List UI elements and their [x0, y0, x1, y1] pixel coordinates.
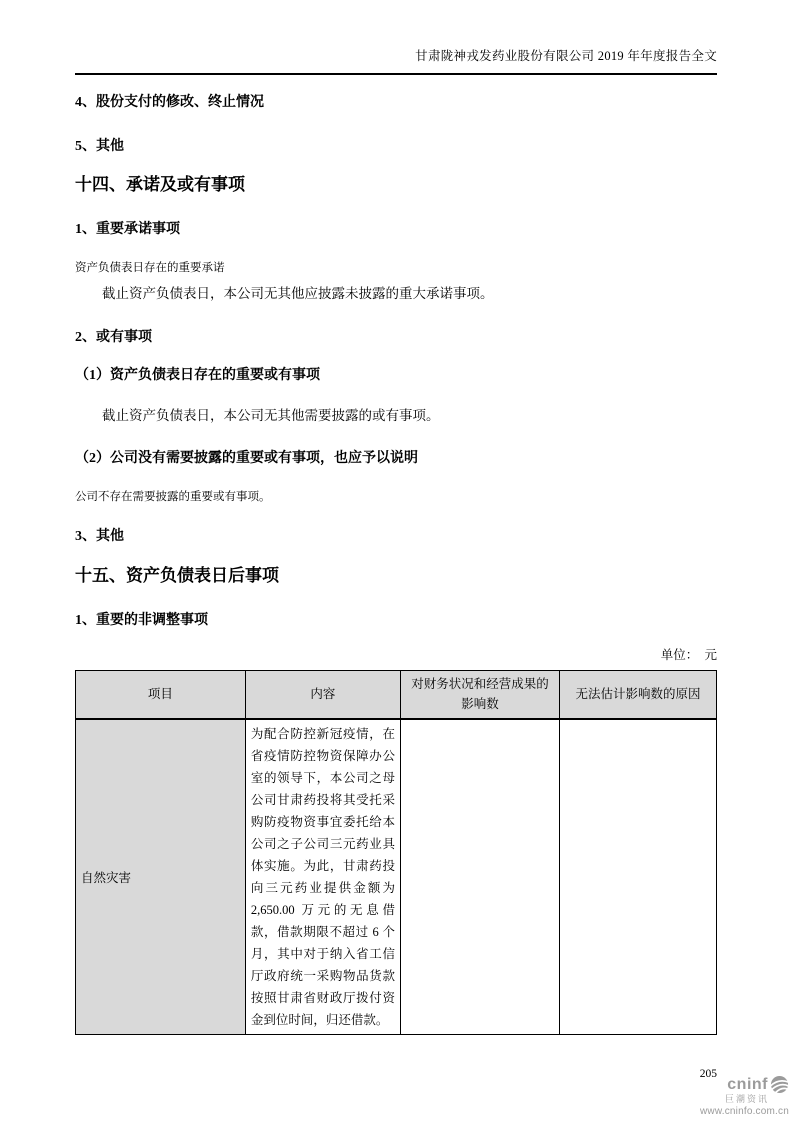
cninfo-url: www.cninfo.com.cn — [700, 1106, 789, 1117]
heading-important-commitments: 1、重要承诺事项 — [75, 222, 180, 237]
commitments-note-label: 资产负债表日存在的重要承诺 — [75, 262, 225, 274]
contingency-paragraph-2: 公司不存在需要披露的重要或有事项。 — [75, 491, 271, 503]
column-header-reason: 无法估计影响数的原因 — [559, 671, 716, 719]
cell-content: 为配合防控新冠疫情，在省疫情防控物资保障办公室的领导下，本公司之母公司甘肃药投将其受托采购防疫物资事宜委托给本公司之子公司三元药业具体实施。为此，甘肃药投向三元药业提供金额为 2,650.00 万元的无息借款，借款期限不超过 6 个月，其中对于纳入省工信厅政府统一采购物品货款按照甘肃省财政厅拨付资金到位时间，归还借款。 — [245, 719, 400, 1035]
heading-non-adjusting-events: 1、重要的非调整事项 — [75, 613, 208, 628]
table-header-row — [76, 671, 717, 719]
unit-label: 单位： 元 — [660, 648, 717, 662]
page-number: 205 — [699, 1067, 717, 1080]
heading-contingency-item-1: （1）资产负债表日存在的重要或有事项 — [75, 368, 320, 383]
column-header-impact: 对财务状况和经营成果的影响数 — [400, 671, 559, 719]
page-header — [75, 0, 717, 75]
heading-post-balance-sheet-events: 十五、资产负债表日后事项 — [75, 566, 279, 585]
commitments-paragraph: 截止资产负债表日，本公司无其他应披露未披露的重大承诺事项。 — [102, 286, 494, 301]
table-row — [76, 719, 717, 1035]
cell-reason — [559, 719, 716, 1035]
cninfo-logo-top — [700, 1075, 789, 1094]
column-header-content: 内容 — [245, 671, 400, 719]
non-adjusting-events-table — [75, 670, 717, 1035]
heading-contingency-item-2: （2）公司没有需要披露的重要或有事项，也应予以说明 — [75, 451, 418, 466]
cninfo-swirl-icon — [770, 1075, 789, 1094]
heading-share-payment-modification: 4、股份支付的修改、终止情况 — [75, 95, 264, 110]
heading-other-3: 3、其他 — [75, 529, 124, 544]
heading-commitments-contingencies: 十四、承诺及或有事项 — [75, 175, 245, 194]
cell-impact — [400, 719, 559, 1035]
cninfo-brand-text: cninf — [727, 1075, 768, 1093]
heading-contingencies: 2、或有事项 — [75, 330, 152, 345]
cell-item: 自然灾害 — [76, 719, 246, 1035]
heading-other-5: 5、其他 — [75, 139, 124, 154]
cninfo-subtitle: 巨潮资讯 — [724, 1094, 769, 1105]
contingency-paragraph-1: 截止资产负债表日，本公司无其他需要披露的或有事项。 — [102, 408, 440, 423]
report-title: 甘肃陇神戎发药业股份有限公司 2019 年年度报告全文 — [415, 49, 717, 63]
cninfo-logo — [700, 1075, 789, 1117]
column-header-item: 项目 — [76, 671, 246, 719]
